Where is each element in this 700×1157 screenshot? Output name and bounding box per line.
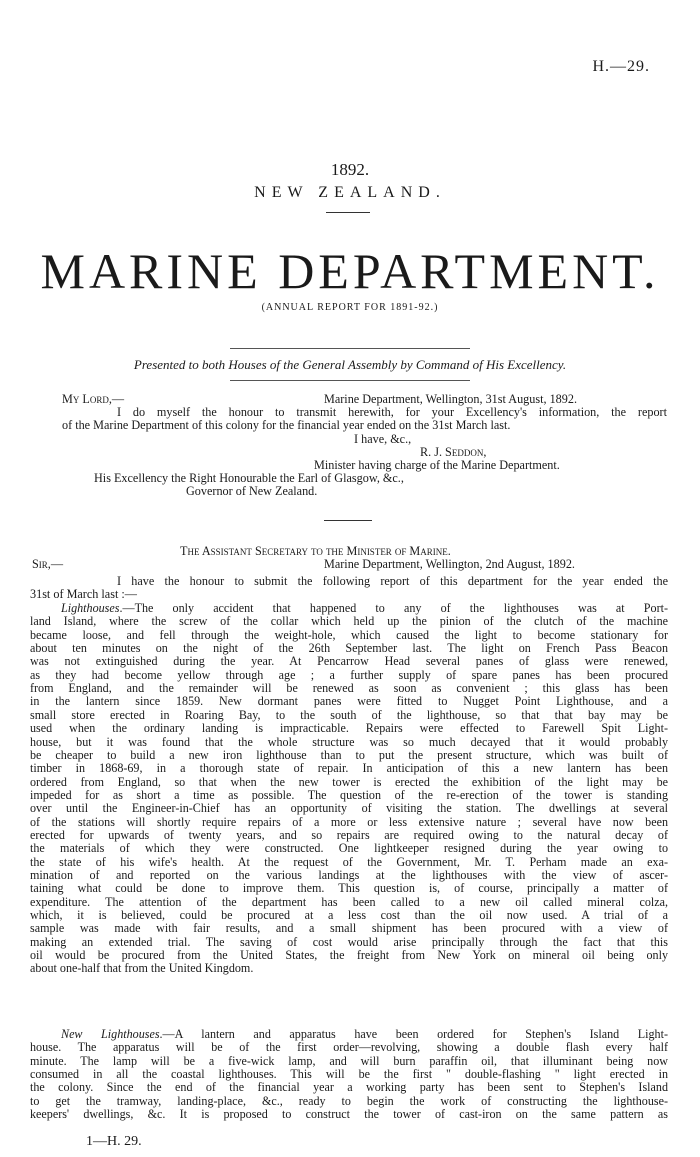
paragraph-line: in the lantern since 1859. New dormant panes were fitted to Nugget Point Lighthouse, and a bbox=[30, 694, 668, 709]
divider-mid bbox=[324, 520, 372, 521]
paragraph-line: which, it is believed, could be procured at a less cost than the oil now used. A trial of a bbox=[30, 908, 668, 923]
letter1-closing: I have, &c., bbox=[354, 432, 412, 446]
country-name: NEW ZEALAND. bbox=[254, 184, 446, 201]
paragraph-line: Lighthouses.—The only accident that happened to any of the lighthouses was at Port- bbox=[61, 601, 668, 615]
paragraph-line: land Island, where the screw of the collar which held up the pinion of the clutch of the machine bbox=[30, 614, 668, 629]
department-title: MARINE DEPARTMENT. bbox=[40, 243, 660, 299]
divider-top bbox=[230, 348, 470, 349]
paragraph-line: erected for upwards of twenty years, and so repairs are required owing to the natural decay of bbox=[30, 827, 668, 842]
paragraph-line: about one-half that from the United Kingdom. bbox=[30, 961, 254, 976]
paragraph-line: be cheaper to build a new iron lighthouse than to put the present structure, which was built of bbox=[30, 747, 668, 762]
paragraph-line: was not extinguished during the year. At Pencarrow Head several panes of glass were renewed, bbox=[30, 654, 668, 669]
letter1-body-line1: I do myself the honour to transmit herewith, for your Excellency's information, the report bbox=[117, 405, 667, 419]
paragraph-line: minute. The lamp will be a five-wick lamp, and will burn paraffin oil, that illuminant being now bbox=[30, 1053, 668, 1068]
paragraph-line: expenditure. The attention of the department has been called to a new oil called mineral colza, bbox=[30, 894, 668, 909]
paragraph-line: as they had become yellow through age ; a further supply of spare panes has been procured bbox=[30, 667, 668, 682]
letter2-heading: The Assistant Secretary to the Minister of Marine. bbox=[180, 544, 451, 558]
paragraph-line: ordered from England, so that when the new tower is erected the exhibition of the light may be bbox=[30, 774, 668, 789]
paragraph-line: impeded for as short a time as possible. The question of the re-erection of the tower is standing bbox=[30, 787, 668, 802]
paragraph-line: from England, and the remainder will be renewed as soon as convenient ; this glass has been bbox=[30, 681, 668, 696]
paragraph-line: the colony. Since the end of the financial year a working party has been sent to Stephen's Island bbox=[30, 1080, 668, 1095]
paragraph-line: sample was made with fair results, and a small shipment has been procured with a view of bbox=[30, 921, 668, 936]
page-id: H.—29. bbox=[592, 58, 650, 75]
letter1-addressee1: His Excellency the Right Honourable the Earl of Glasgow, &c., bbox=[94, 471, 404, 485]
letter2-intro-line1: I have the honour to submit the following report of this department for the year ended the bbox=[117, 574, 668, 588]
paragraph-line: to get the tramway, landing-place, &c., ready to begin the work of constructing the lighthouse- bbox=[30, 1093, 668, 1108]
paragraph-line: used when the ordinary landing is impracticable. Repairs were effected to Farewell Spit Light- bbox=[30, 721, 668, 736]
report-subtitle: (ANNUAL REPORT FOR 1891-92.) bbox=[261, 302, 439, 313]
letter2-dateline: Marine Department, Wellington, 2nd August, 1892. bbox=[324, 557, 575, 571]
paragraph-line: making an extended trial. The saving of cost would arise principally through the fact that this bbox=[30, 934, 668, 949]
letter1-signer-title: Minister having charge of the Marine Department. bbox=[314, 458, 560, 472]
paragraph-line: the materials of which they were constructed. One lightkeeper resigned during the year owing to bbox=[30, 841, 668, 856]
letter2-intro-line2: 31st of March last :— bbox=[30, 587, 137, 601]
divider-short bbox=[326, 212, 370, 213]
presented-line: Presented to both Houses of the General Assembly by Command of His Excellency. bbox=[133, 357, 567, 372]
letter1-salutation: My Lord,— bbox=[62, 392, 125, 406]
paragraph-line: of the stations will shortly require repairs of a more or less extensive nature ; several have now been bbox=[30, 814, 668, 829]
letter1-dateline: Marine Department, Wellington, 31st August, 1892. bbox=[324, 392, 578, 406]
report-year: 1892. bbox=[330, 160, 370, 179]
paragraph-line: consumed in all the coastal lighthouses. This will be the first " double-flashing " light erected in bbox=[30, 1067, 668, 1082]
letter1-signature: R. J. Seddon, bbox=[420, 445, 487, 459]
paragraph-line: timber in 1868-69, in a thorough state of repair. In anticipation of this a new lantern has been bbox=[30, 761, 668, 776]
paragraph-line: mination of and reported on the various landings at the lighthouses with the view of ascer- bbox=[30, 868, 668, 882]
paragraph-line: keepers' dwellings, &c. It is proposed to construct the tower of cast-iron on the same pattern as bbox=[30, 1107, 668, 1122]
paragraph-line: about ten minutes on the night of the 26th September last. The light on French Pass Beacon bbox=[30, 641, 668, 656]
paragraph-line: New Lighthouses.—A lantern and apparatus have been ordered for Stephen's Island Light- bbox=[61, 1027, 668, 1041]
paragraph-line: oil would be procured from the United States, the freight from New York on mineral oil being only bbox=[30, 948, 668, 963]
paragraph-line: house, but it was found that the whole structure was so much decayed that it would probably bbox=[30, 734, 668, 749]
footer-signature-mark: 1—H. 29. bbox=[86, 1134, 142, 1149]
paragraph-line: taining what could be done to improve them. This question is, of course, principally a matter of bbox=[30, 881, 668, 896]
divider-bottom bbox=[230, 380, 470, 381]
letter1-addressee2: Governor of New Zealand. bbox=[186, 484, 318, 498]
letter2-salutation: Sir,— bbox=[32, 557, 64, 571]
paragraph-line: the state of his wife's health. At the request of the Government, Mr. T. Perham made an exa- bbox=[30, 854, 668, 869]
paragraph-line: house. The apparatus will be of the first order—revolving, showing a double flash every half bbox=[30, 1040, 668, 1055]
letter1-body-line2: of the Marine Department of this colony for the financial year ended on the 31st March last. bbox=[62, 418, 511, 432]
paragraph-line: became loose, and fell through the weight-hole, which caused the light to become stationary for bbox=[30, 627, 668, 642]
paragraph-line: small store erected in Roaring Bay, to the south of the lighthouse, so that that bay may be bbox=[30, 707, 668, 722]
paragraph-line: over until the Engineer-in-Chief has an opportunity of visiting the station. The dwellings at several bbox=[30, 801, 668, 816]
